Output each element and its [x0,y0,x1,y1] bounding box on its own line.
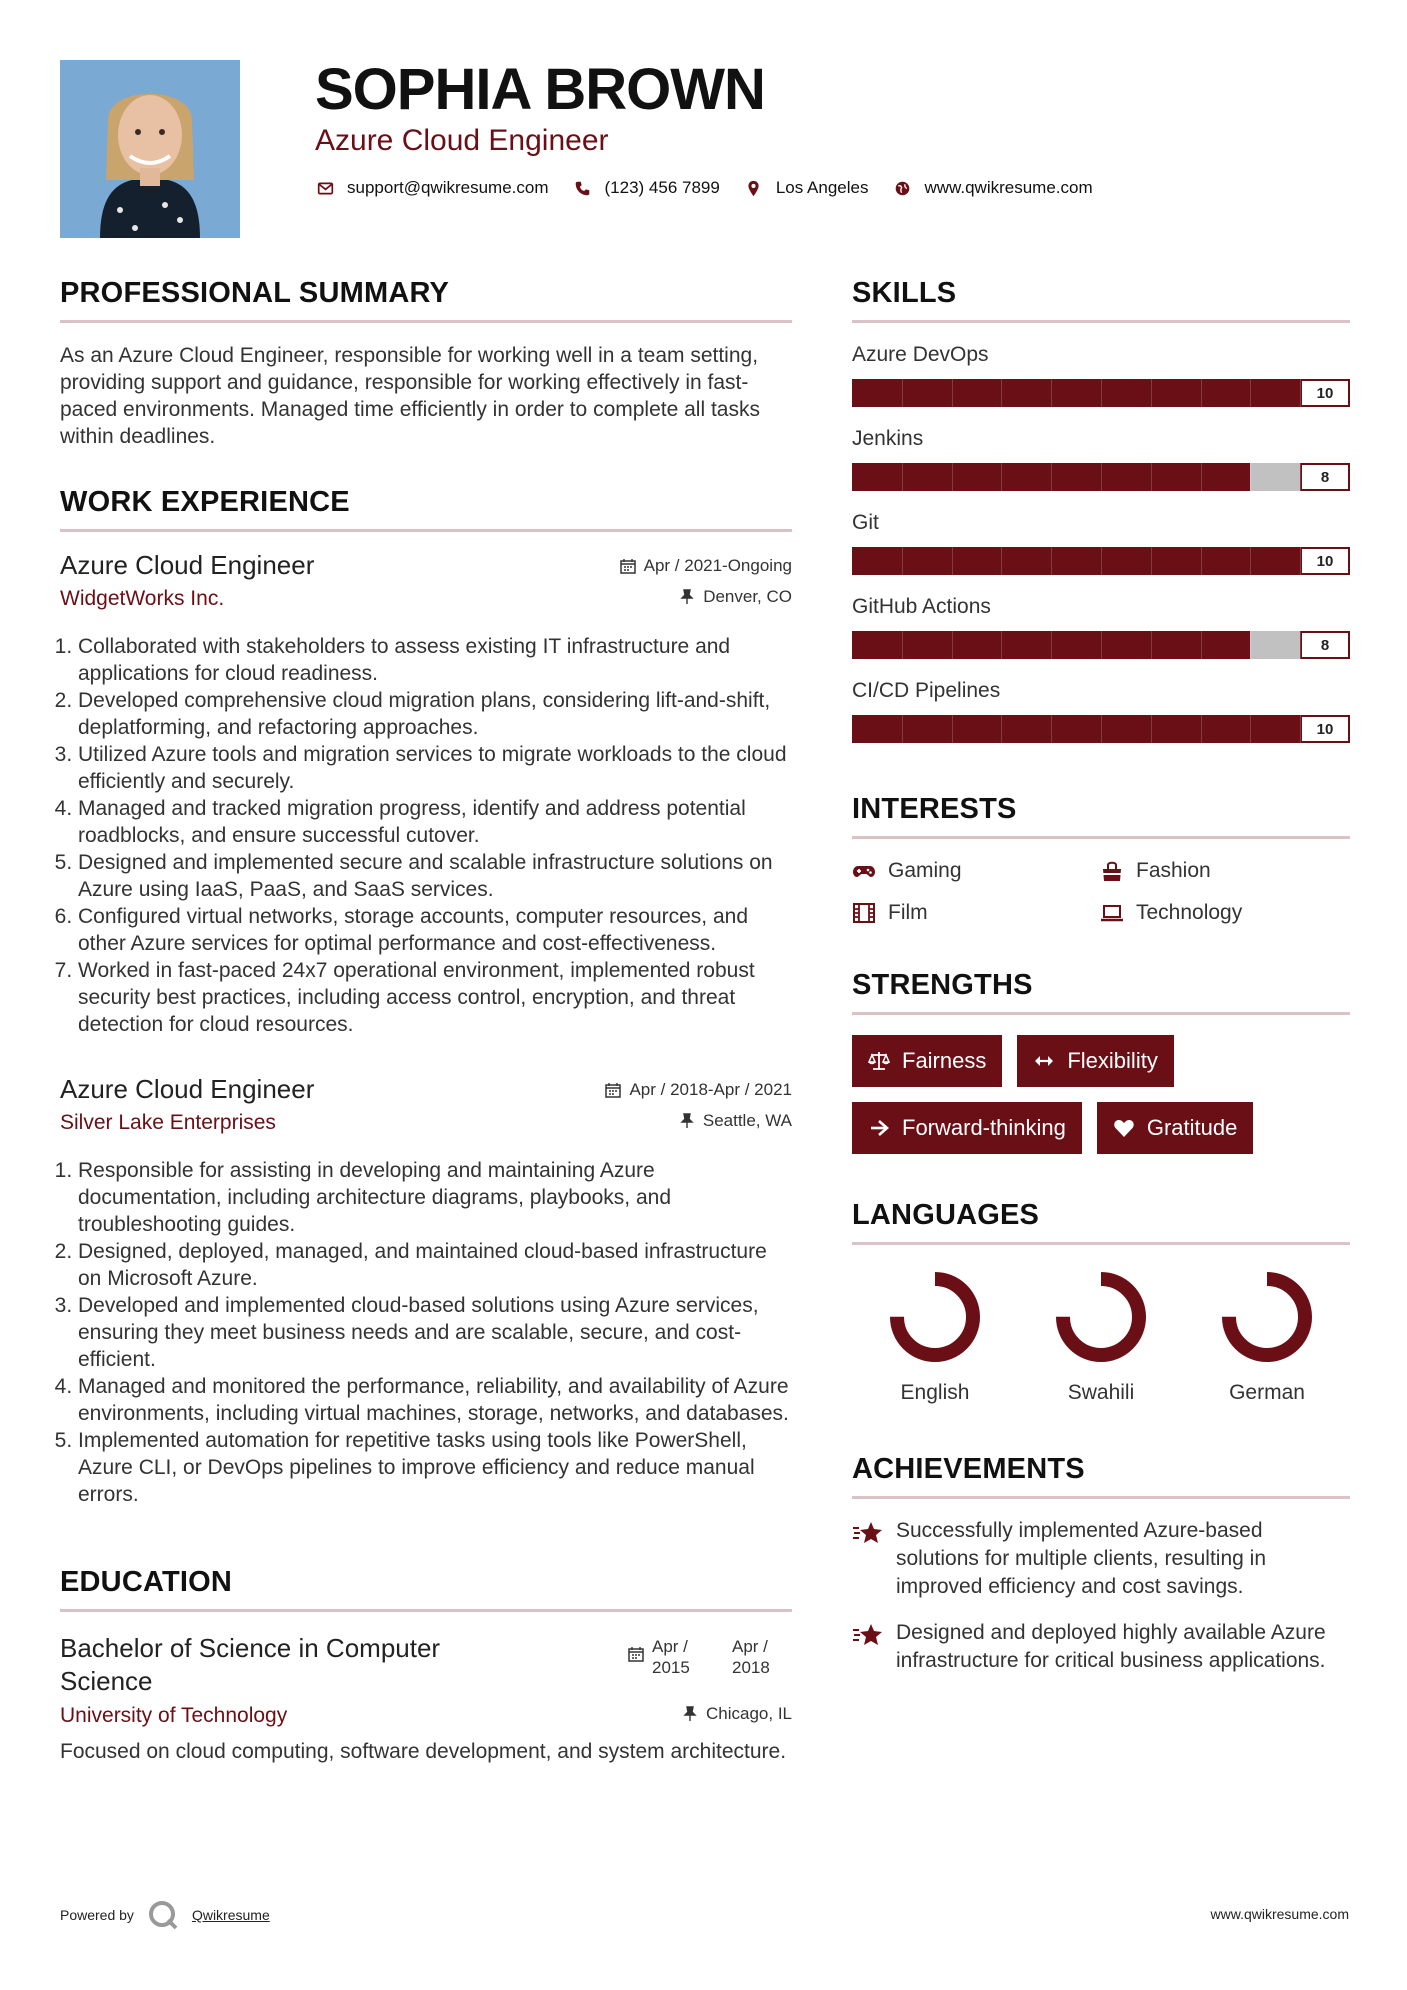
interest-item [852,859,1100,883]
skill-bar-segment [1001,631,1002,659]
skill-bar-segment [1250,715,1251,743]
profile-photo [60,60,240,238]
skill-score: 10 [1300,715,1350,743]
interest-label: Technology [1136,901,1243,924]
skill-bar-segment [1001,463,1002,491]
skill-bar-segment [1250,463,1251,491]
work-section [60,486,792,1508]
achievements-section [852,1453,1350,1675]
laptop-icon [1100,902,1124,924]
interest-label: Gaming [888,859,962,882]
gamepad-icon [852,860,876,882]
interests-section [852,793,1350,925]
list-item: 4. Managed and tracked migration progress, identify and address potential roadblocks, and ensure successful cutover. [78,795,792,849]
list-item: 5. Implemented automation for repetitive tasks using tools like PowerShell, Azure CLI, or DevOps pipelines to improve efficiency and reduce manual errors. [78,1427,792,1508]
list-item: 2. Designed, deployed, managed, and maintained cloud-based infrastructure on Microsoft Azure. [78,1238,792,1292]
language-item [1018,1267,1184,1405]
skill-bar-segment [1051,715,1052,743]
phone-text: (123) 456 7899 [604,178,720,197]
job-company: Silver Lake Enterprises [60,1111,276,1134]
achievement-item [852,1619,1350,1675]
job-location [679,587,792,607]
candidate-role: Azure Cloud Engineer [315,124,609,157]
skill-bar-segment [1151,547,1152,575]
education-start: Apr / 2015 [652,1637,690,1677]
bag-icon [1100,860,1124,882]
skill-bar [852,547,1350,575]
interest-label: Film [888,901,928,924]
footer-powered-by [60,1898,270,1932]
footer-website[interactable]: www.qwikresume.com [1210,1906,1349,1922]
job-date-text: Apr / 2018-Apr / 2021 [629,1080,792,1099]
email-text: support@qwikresume.com [347,178,549,197]
job-company: WidgetWorks Inc. [60,587,225,610]
languages-heading: LANGUAGES [852,1199,1350,1245]
work-heading: WORK EXPERIENCE [60,486,792,532]
globe-icon [892,178,912,198]
skill-bar-segment [1201,631,1202,659]
job-date [620,556,792,576]
summary-heading: PROFESSIONAL SUMMARY [60,277,792,323]
skill-bar-segment [1151,631,1152,659]
skill-bar-segment [1300,631,1301,659]
skill-name: Azure DevOps [852,343,989,366]
job-date [605,1080,792,1100]
list-item: 2. Developed comprehensive cloud migration plans, considering lift-and-shift, deplatforming, and refactoring approaches. [78,687,792,741]
skill-bar-segment [902,379,903,407]
list-item: 3. Developed and implemented cloud-based solutions using Azure services, ensuring they meet business needs and are scalable, secure, and cost-efficient. [78,1292,792,1373]
skill-bar-segment [902,547,903,575]
star-award-icon [852,1519,884,1547]
skill-bar-segment [1151,463,1152,491]
skill-bar-segment [1001,715,1002,743]
skill-bar [852,379,1350,407]
skills-list [852,343,1350,743]
skill-name: Git [852,511,879,534]
interest-label: Fashion [1136,859,1211,882]
contact-website[interactable] [892,178,1092,198]
skill-bar-segment [1300,379,1301,407]
calendar-icon [620,558,636,574]
skill-score: 8 [1300,463,1350,491]
strengths-heading: STRENGTHS [852,969,1350,1015]
pushpin-icon [682,1706,698,1722]
skill-name: GitHub Actions [852,595,991,618]
skill-score: 10 [1300,379,1350,407]
language-name: German [1229,1381,1305,1404]
strength-tag [1097,1102,1254,1154]
pushpin-icon [679,589,695,605]
heart-icon [1113,1117,1135,1139]
skill-bar-segment [1051,463,1052,491]
arrow-right-icon [868,1117,890,1139]
interest-item [852,901,1100,925]
skill-bar-segment [1201,547,1202,575]
strength-tag [1017,1035,1173,1087]
skill-bar-segment [1101,463,1102,491]
list-item: 4. Managed and monitored the performance, reliability, and availability of Azure environments, including virtual machines, storage, networks, and databases. [78,1373,792,1427]
skill-bar-segment [1250,631,1251,659]
skill-bar-segment [1151,379,1152,407]
skill-score: 10 [1300,547,1350,575]
strength-label: Flexibility [1067,1048,1158,1073]
education-location [682,1704,792,1724]
strengths-list [852,1035,1350,1169]
right-column [852,277,1350,1675]
skill-bar-segment [1101,715,1102,743]
skill-bar-segment [1101,379,1102,407]
summary-section [60,277,792,450]
job-location [679,1111,792,1131]
contact-bar [315,178,1117,198]
skill-score: 8 [1300,631,1350,659]
job-entry [60,550,792,1038]
strength-label: Gratitude [1146,1115,1238,1140]
interest-item [1100,859,1348,883]
language-proficiency-ring [885,1267,985,1367]
star-award-icon [852,1621,884,1649]
strength-label: Forward-thinking [902,1115,1066,1140]
map-pin-icon [744,178,764,198]
envelope-icon [315,178,335,198]
skill-bar-segment [1201,379,1202,407]
languages-section [852,1199,1350,1405]
skill-bar-segment [1051,379,1052,407]
language-name: English [900,1381,970,1404]
phone-icon [573,178,593,198]
job-duties-list [60,633,792,1038]
skill-bar-segment [1001,379,1002,407]
skill-bar-segment [1300,463,1301,491]
language-name: Swahili [1067,1381,1135,1404]
balance-scale-icon [868,1050,890,1072]
contact-email[interactable] [315,178,549,198]
calendar-icon [605,1082,621,1098]
skill-item [852,679,1350,743]
location-text: Los Angeles [775,178,869,197]
skill-item [852,343,1350,407]
skills-section [852,277,1350,743]
skill-bar-segment [1001,547,1002,575]
job-title: Azure Cloud Engineer [60,1074,315,1104]
skill-bar-segment [952,463,953,491]
languages-list [852,1267,1350,1405]
skill-bar-segment [952,547,953,575]
skill-bar-segment [902,631,903,659]
skill-bar-segment [952,379,953,407]
skill-bar-segment [1101,547,1102,575]
list-item: 1. Responsible for assisting in developing and maintaining Azure documentation, including architecture diagrams, playbooks, and troubleshooting guides. [78,1157,792,1238]
skill-bar-segment [1300,547,1301,575]
job-date-text: Apr / 2021-Ongoing [643,556,792,575]
summary-text: As an Azure Cloud Engineer, responsible for working well in a team setting, providing support and guidance, responsible for working effectively in fast-paced environments. Managed time efficiently in order to complete all tasks within deadlines. [60,344,760,448]
job-location-text: Denver, CO [703,587,792,606]
language-proficiency-ring [1217,1267,1317,1367]
strengths-section [852,969,1350,1169]
education-description: Focused on cloud computing, software development, and system architecture. [60,1740,787,1763]
powered-by-text: Powered by [60,1907,134,1923]
skill-name: Jenkins [852,427,924,450]
skill-bar-segment [952,631,953,659]
interest-item [1100,901,1348,925]
degree-title: Bachelor of Science in Computer Science [60,1633,441,1696]
strength-tag [852,1102,1082,1154]
interests-heading: INTERESTS [852,793,1350,839]
job-duties-list [60,1157,792,1508]
skill-name: CI/CD Pipelines [852,679,1001,702]
skill-item [852,427,1350,491]
list-item: 7. Worked in fast-paced 24x7 operational environment, implemented robust security best practices, including access control, encryption, and threat detection for cloud resources. [78,957,792,1038]
education-dates [628,1636,792,1678]
language-proficiency-ring [1051,1267,1151,1367]
skill-bar-segment [1051,631,1052,659]
education-section [60,1566,792,1765]
skill-bar-segment [1151,715,1152,743]
skill-bar [852,631,1350,659]
job-title: Azure Cloud Engineer [60,550,315,580]
achievement-text: Successfully implemented Azure-based solutions for multiple clients, resulting in improved efficiency and cost savings. [896,1519,1267,1598]
achievements-heading: ACHIEVEMENTS [852,1453,1350,1499]
contact-location [744,178,869,198]
arrows-horizontal-icon [1033,1050,1055,1072]
skill-bar [852,715,1350,743]
list-item: 5. Designed and implemented secure and scalable infrastructure solutions on Azure using IaaS, PaaS, and SaaS services. [78,849,792,903]
education-end: Apr / 2018 [732,1637,770,1677]
job-location-text: Seattle, WA [702,1111,792,1130]
skill-bar [852,463,1350,491]
skills-heading: SKILLS [852,277,1350,323]
skill-bar-segment [902,463,903,491]
skill-bar-segment [902,715,903,743]
skill-bar-segment [1250,547,1251,575]
strength-tag [852,1035,1002,1087]
job-entry [60,1074,792,1508]
school-name: University of Technology [60,1704,288,1727]
candidate-name: SOPHIA BROWN [315,57,765,122]
skill-bar-segment [1300,715,1301,743]
list-item: 6. Configured virtual networks, storage accounts, computer resources, and other Azure services for optimal performance and cost-effectiveness. [78,903,792,957]
pushpin-icon [679,1113,695,1129]
language-item [1184,1267,1350,1405]
achievement-item [852,1517,1350,1601]
skill-bar-segment [1101,631,1102,659]
calendar-icon [628,1646,644,1662]
skill-bar-segment [952,715,953,743]
skill-bar-segment [1201,715,1202,743]
brand-link[interactable]: Qwikresume [191,1907,270,1923]
achievement-text: Designed and deployed highly available Azure infrastructure for critical business applications. [896,1621,1326,1672]
education-location-text: Chicago, IL [706,1704,792,1723]
interests-grid [852,859,1350,925]
left-column [60,277,792,1765]
qwikresume-logo-icon [146,1898,180,1932]
skill-bar-segment [1250,379,1251,407]
list-item: 3. Utilized Azure tools and migration services to migrate workloads to the cloud efficiently and securely. [78,741,792,795]
skill-bar-segment [1201,463,1202,491]
language-item [852,1267,1018,1405]
list-item: 1. Collaborated with stakeholders to assess existing IT infrastructure and applications for cloud readiness. [78,633,792,687]
skill-bar-segment [1051,547,1052,575]
skill-item [852,595,1350,659]
website-text: www.qwikresume.com [924,178,1093,197]
skill-item [852,511,1350,575]
contact-phone[interactable] [573,178,720,198]
strength-label: Fairness [902,1048,987,1073]
education-heading: EDUCATION [60,1566,792,1612]
film-icon [852,902,876,924]
